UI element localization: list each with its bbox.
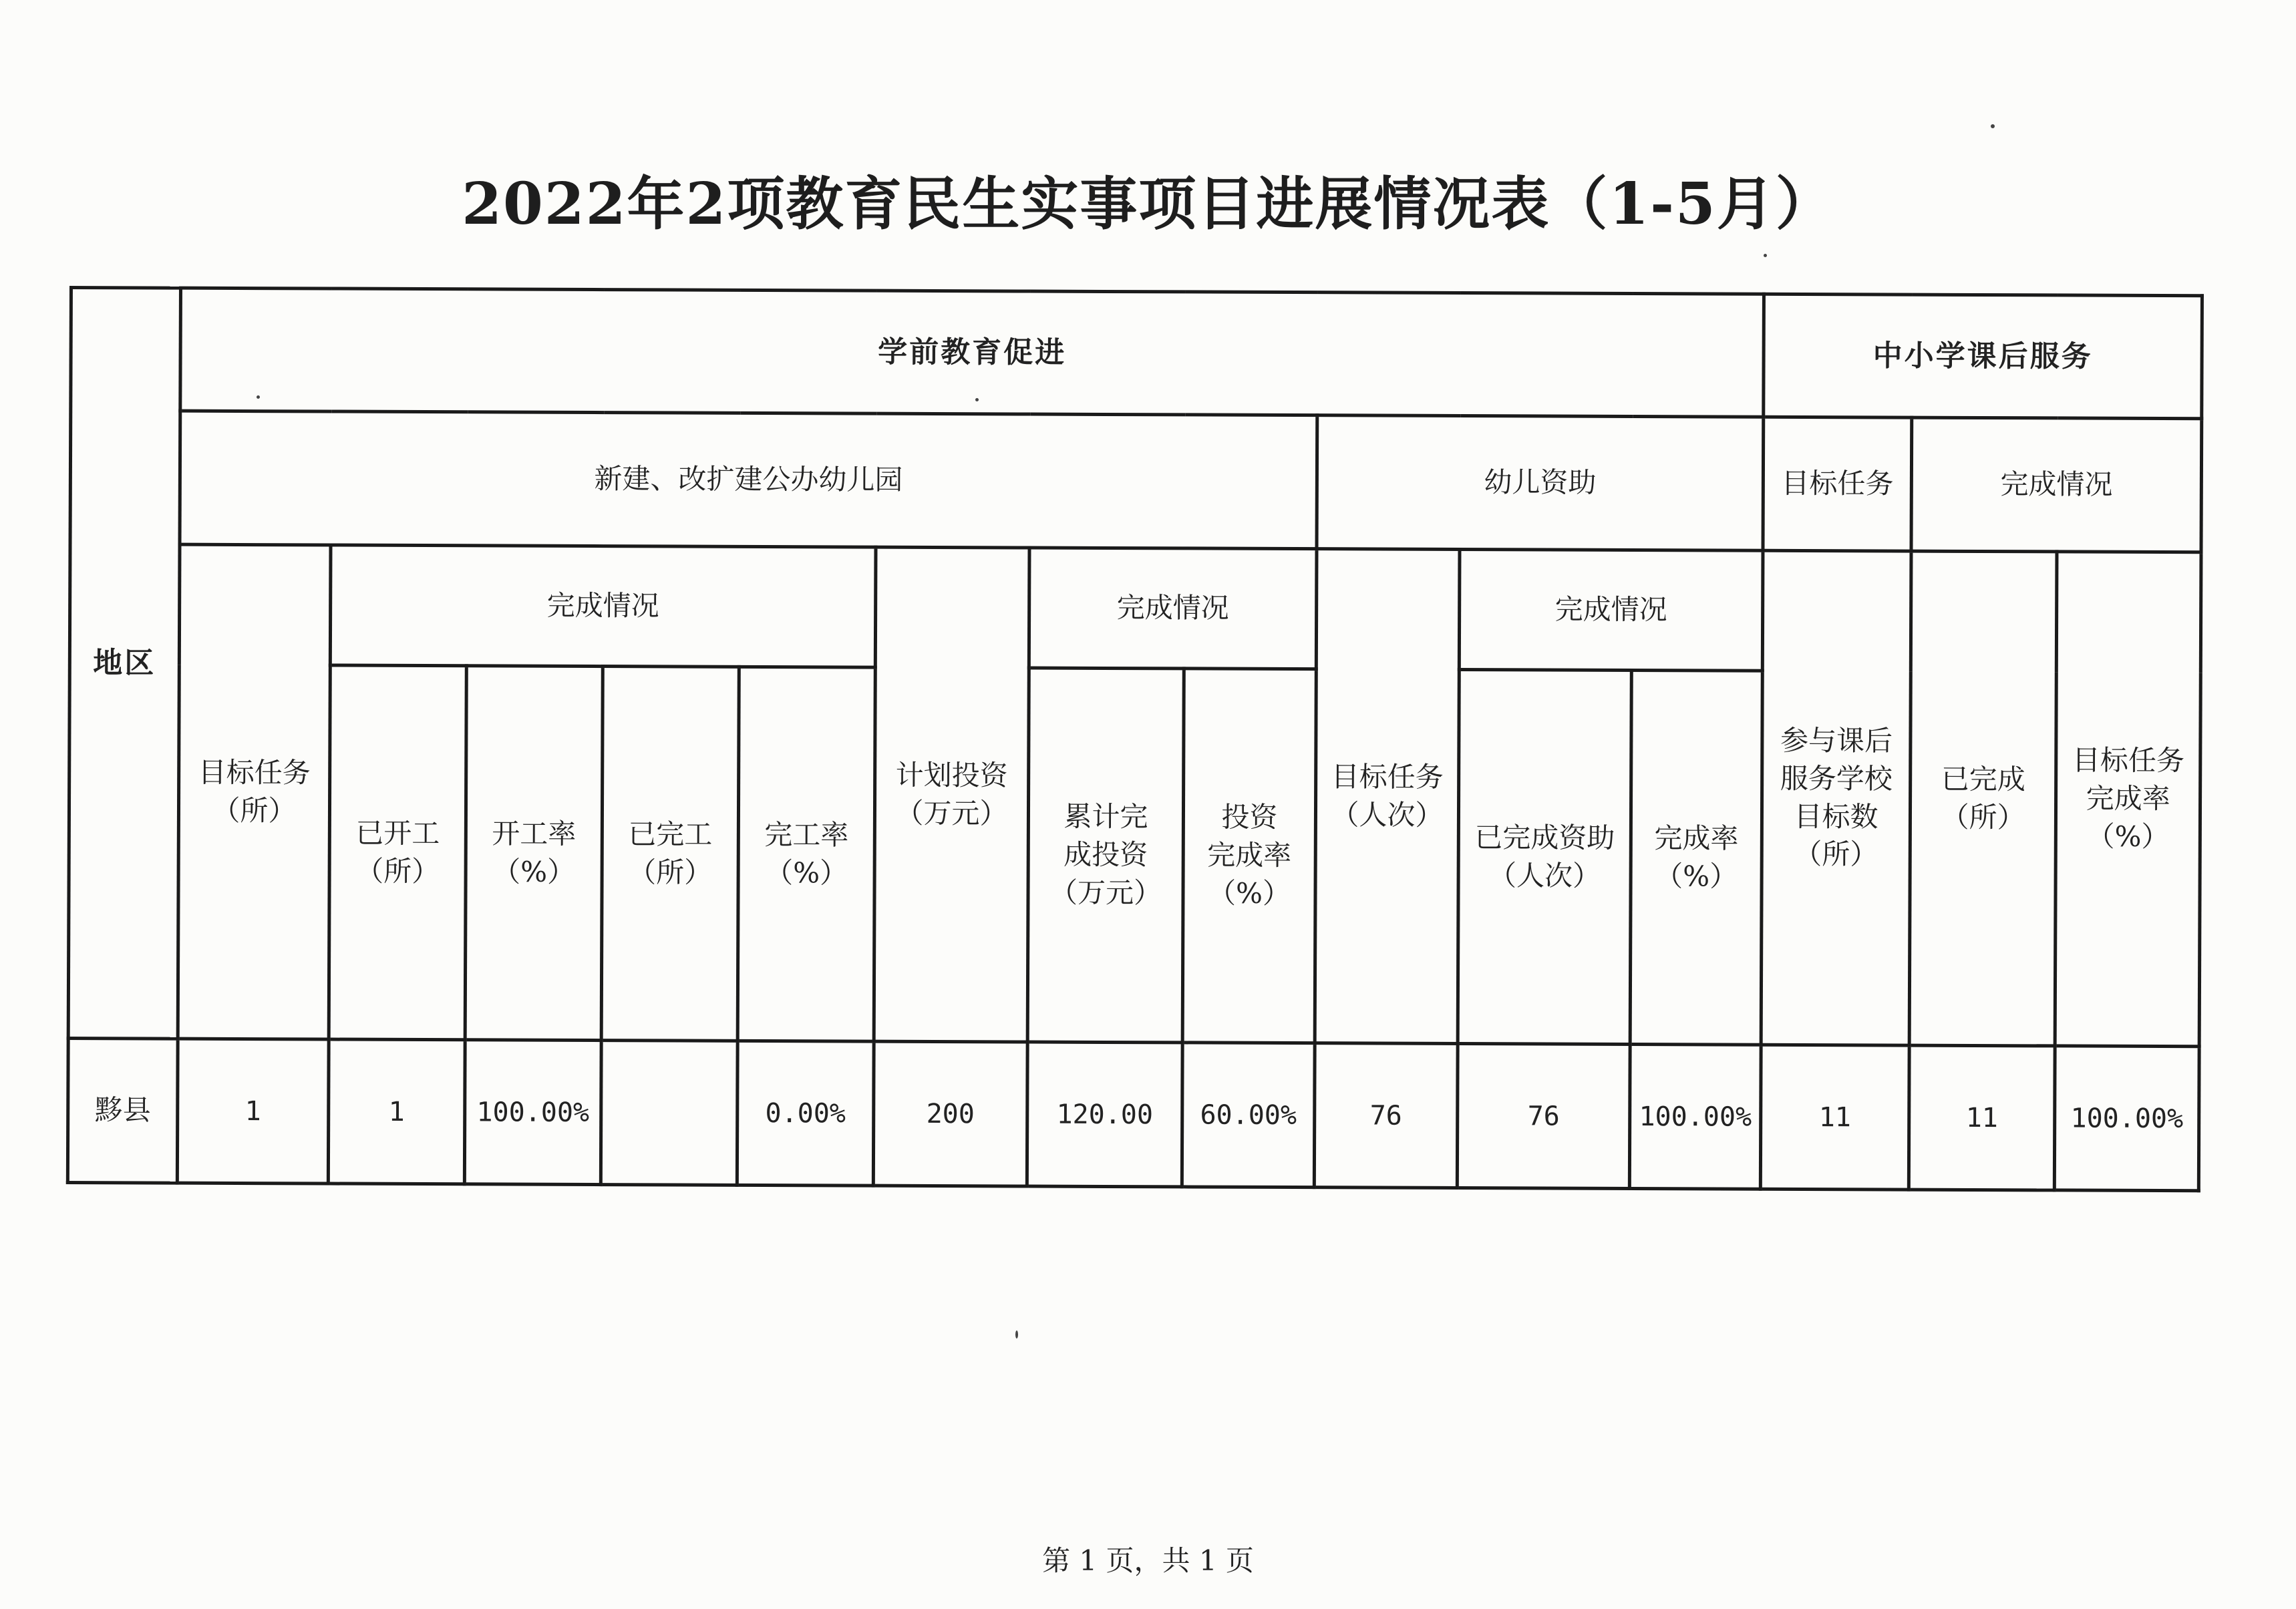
afterschool-header: 中小学课后服务 [1764,294,2202,419]
as-done-header: 已完成 （所） [1909,551,2057,1046]
kg-invest-completion-header: 完成情况 [1029,548,1317,669]
cell-as-done: 11 [1909,1045,2055,1190]
table-row [67,1039,2199,1191]
header-row-3 [69,544,2201,673]
cell-as-schools: 11 [1760,1045,1909,1190]
kg-target-header: 目标任务 （所） [178,544,331,1039]
as-rate-header: 目标任务 完成率 （%） [2055,552,2201,1047]
afterschool-target-header: 目标任务 [1763,417,1912,551]
started-header: 已开工 （所） [329,665,466,1040]
cell-finish-rate: 0.00% [737,1041,874,1186]
cell-aid-rate: 100.00% [1629,1044,1761,1189]
scan-speck [1764,254,1767,257]
kindergarten-header: 新建、改扩建公办幼儿园 [180,411,1317,549]
aid-rate-header: 完成率 （%） [1630,670,1762,1045]
finish-rate-header: 完工率 （%） [737,667,875,1041]
scan-speck [1015,1330,1018,1338]
as-schools-header: 参与课后 服务学校 目标数 （所） [1761,550,1911,1045]
cell-invest-rate: 60.00% [1182,1043,1315,1188]
page-footer: 第 1 页，共 1 页 [1042,1544,1254,1577]
cell-aid-done: 76 [1457,1043,1630,1188]
cell-plan-invest: 200 [873,1041,1027,1186]
cell-cum-invest: 120.00 [1027,1042,1182,1187]
afterschool-completion-header: 完成情况 [1911,417,2202,552]
cell-finished [601,1041,737,1186]
aid-done-header: 已完成资助 （人次） [1458,669,1631,1044]
progress-table [66,286,2204,1192]
document-title: 2022年2项教育民生实事项目进展情况表（1-5月） [462,170,1834,238]
scan-speck [257,395,260,399]
cell-aid-target: 76 [1314,1043,1458,1188]
preschool-header: 学前教育促进 [180,288,1764,417]
aid-completion-header: 完成情况 [1459,549,1763,671]
finished-header: 已完工 （所） [601,667,739,1041]
aid-target-header: 目标任务 （人次） [1315,549,1460,1044]
cell-started: 1 [328,1039,465,1184]
cell-start-rate: 100.00% [464,1040,601,1185]
cum-invest-header: 累计完 成投资 （万元） [1027,668,1184,1043]
invest-rate-header: 投资 完成率 （%） [1182,669,1316,1043]
scan-speck [975,398,979,401]
kg-completion-header: 完成情况 [330,545,876,667]
region-header: 地区 [68,288,180,1039]
kg-plan-invest-header: 计划投资 （万元） [874,547,1029,1042]
scan-speck [1991,124,1995,128]
header-row-1 [71,288,2202,419]
cell-as-rate: 100.00% [2054,1046,2199,1191]
start-rate-header: 开工率 （%） [465,666,603,1041]
cell-kg-target: 1 [177,1039,329,1184]
child-aid-header: 幼儿资助 [1317,415,1764,551]
cell-region: 黟县 [67,1039,178,1184]
header-row-2 [70,411,2202,552]
